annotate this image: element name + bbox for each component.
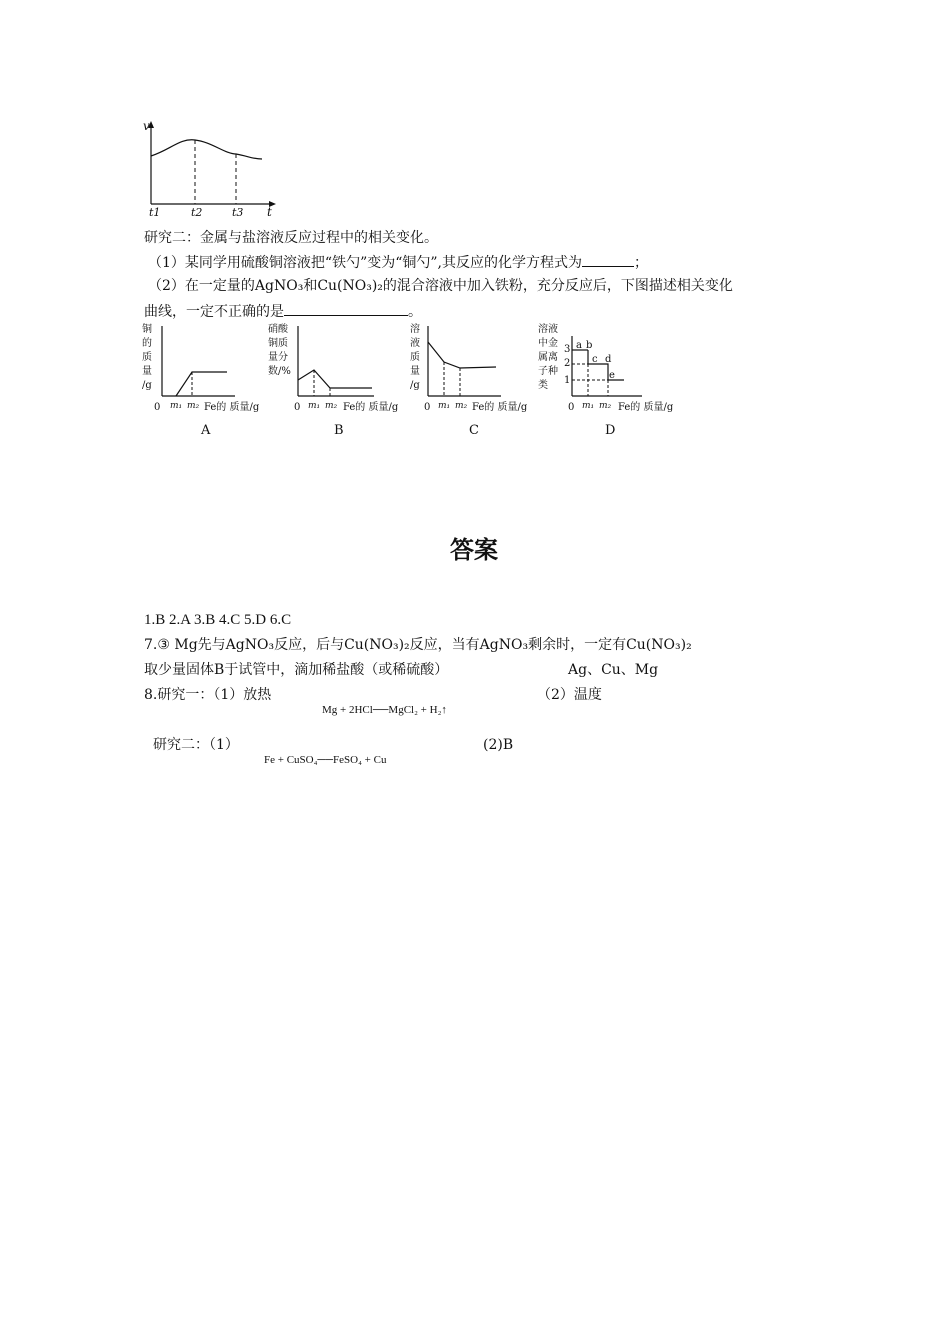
graph-xlabel: t bbox=[267, 205, 272, 219]
graph-c-letter: C bbox=[469, 423, 479, 438]
answer-line-5a: 研究二：（1） bbox=[153, 737, 239, 753]
svg-text:m₁: m₁ bbox=[582, 401, 595, 411]
graph-d-ylabel-3: 子种 bbox=[538, 366, 558, 377]
graph-d-ytick-2: 2 bbox=[564, 358, 571, 369]
graph-b bbox=[264, 322, 414, 414]
graph-d-ytick-3: 3 bbox=[564, 344, 571, 355]
answer-line-3a: 取少量固体B于试管中，滴加稀盐酸（或稀硫酸） bbox=[144, 662, 449, 678]
tick-t3: t3 bbox=[232, 206, 244, 219]
graph-b-xlabel: Fe的 质量/g bbox=[343, 402, 399, 413]
graph-d-ylabel-1: 中金 bbox=[538, 338, 558, 349]
graph-c-ylabel-2: 质 bbox=[410, 352, 420, 363]
svg-text:m₂: m₂ bbox=[187, 401, 200, 411]
svg-text:m₁: m₁ bbox=[438, 401, 451, 411]
graph-a-letter: A bbox=[201, 423, 211, 438]
graph-a bbox=[140, 322, 280, 414]
question-2-suffix: 。 bbox=[408, 304, 422, 320]
graph-c-ylabel-1: 液 bbox=[410, 338, 420, 349]
svg-text:0: 0 bbox=[294, 402, 301, 413]
graph-b-ylabel-0: 硝酸 bbox=[268, 324, 288, 335]
graph-c-ylabel-3: 量 bbox=[410, 366, 420, 377]
answer-blank-1 bbox=[582, 252, 634, 267]
svg-text:0: 0 bbox=[154, 402, 161, 413]
velocity-time-graph bbox=[140, 118, 290, 222]
answer-line-1: 1.B 2.A 3.B 4.C 5.D 6.C bbox=[144, 612, 292, 628]
answer-line-4a: 8.研究一：（1）放热 bbox=[144, 687, 272, 703]
graph-a-ylabel-4: /g bbox=[142, 380, 152, 391]
graph-d-point-c: c bbox=[592, 354, 598, 365]
graph-d-point-a: a bbox=[576, 340, 582, 351]
graph-d-xlabel: Fe的 质量/g bbox=[618, 402, 674, 413]
svg-text:m₂: m₂ bbox=[455, 401, 468, 411]
answer-line-4b: （2）温度 bbox=[537, 687, 602, 703]
graph-c-xlabel: Fe的 质量/g bbox=[472, 402, 528, 413]
svg-text:0: 0 bbox=[424, 402, 431, 413]
graph-d-point-e: e bbox=[609, 370, 615, 381]
answers-title: 答案 bbox=[450, 536, 498, 564]
graph-a-ylabel-0: 铜 bbox=[142, 324, 152, 335]
graph-d-ylabel-4: 类 bbox=[538, 380, 548, 391]
equation-1: Mg + 2HCl──MgCl₂ + H₂↑ bbox=[322, 704, 447, 716]
graph-a-xlabel: Fe的 质量/g bbox=[204, 402, 260, 413]
question-2-line1: （2）在一定量的AgNO₃和Cu(NO₃)₂的混合溶液中加入铁粉，充分反应后，下图描述相关变化 bbox=[148, 278, 733, 294]
answer-line-2: 7.③ Mg先与AgNO₃反应，后与Cu(NO₃)₂反应，当有AgNO₃剩余时，一定有Cu(NO₃)₂ bbox=[144, 637, 692, 653]
equation-2: Fe + CuSO₄──FeSO₄ + Cu bbox=[264, 754, 387, 766]
graph-c bbox=[404, 322, 544, 414]
svg-text:m₁: m₁ bbox=[308, 401, 321, 411]
tick-t1: t1 bbox=[149, 206, 161, 219]
graph-d-letter: D bbox=[605, 423, 616, 438]
graph-a-ylabel-2: 质 bbox=[142, 352, 152, 363]
graph-a-ylabel-3: 量 bbox=[142, 366, 152, 377]
graph-d bbox=[536, 322, 688, 414]
graph-c-ylabel-4: /g bbox=[410, 380, 420, 391]
graph-b-ylabel-1: 铜质 bbox=[268, 338, 288, 349]
answer-line-3b: Ag、Cu、Mg bbox=[568, 662, 659, 678]
svg-text:m₂: m₂ bbox=[599, 401, 612, 411]
graph-d-ytick-1: 1 bbox=[564, 375, 571, 386]
question-2-text: 曲线，一定不正确的是 bbox=[144, 304, 284, 320]
svg-text:m₂: m₂ bbox=[325, 401, 338, 411]
graph-a-ylabel-1: 的 bbox=[142, 338, 152, 349]
graph-d-point-b: b bbox=[586, 340, 593, 351]
svg-text:0: 0 bbox=[568, 402, 575, 413]
graph-d-ylabel-2: 属离 bbox=[538, 352, 558, 363]
graph-b-ylabel-2: 量分 bbox=[268, 352, 288, 363]
graph-b-ylabel-3: 数/% bbox=[268, 366, 291, 377]
question-2-line2 bbox=[144, 301, 422, 321]
question-1-text: （1）某同学用硫酸铜溶液把“铁勺”变为“铜勺”,其反应的化学方程式为 bbox=[148, 255, 582, 271]
graph-b-letter: B bbox=[334, 423, 344, 438]
question-heading: 研究二：金属与盐溶液反应过程中的相关变化。 bbox=[144, 230, 438, 246]
graph-d-point-d: d bbox=[605, 354, 612, 365]
answer-blank-2 bbox=[284, 301, 408, 316]
question-1-suffix: ； bbox=[634, 255, 648, 271]
question-1 bbox=[148, 252, 648, 272]
graph-d-ylabel-0: 溶液 bbox=[538, 324, 558, 335]
answer-line-5b: (2)B bbox=[483, 737, 514, 753]
graph-ylabel: v bbox=[143, 119, 150, 133]
tick-t2: t2 bbox=[191, 206, 203, 219]
svg-text:m₁: m₁ bbox=[170, 401, 183, 411]
graph-c-ylabel-0: 溶 bbox=[410, 324, 420, 335]
